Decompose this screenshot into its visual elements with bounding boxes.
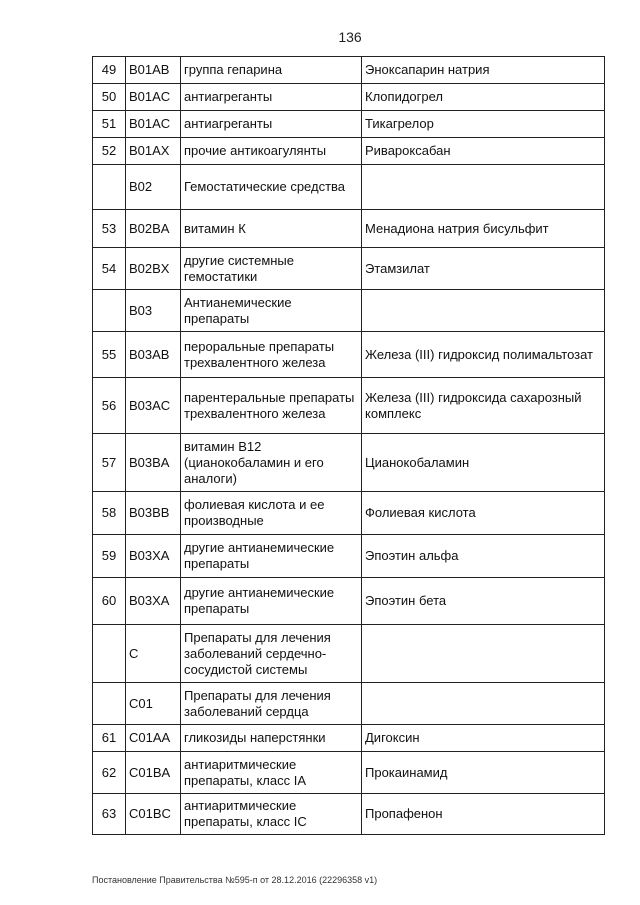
drug-name: Цианокобаламин xyxy=(362,434,605,492)
drug-group: гликозиды наперстянки xyxy=(181,725,362,752)
row-number: 62 xyxy=(93,752,126,794)
atc-code: B03BB xyxy=(126,492,181,535)
table-row xyxy=(93,794,605,835)
drug-group: антиагреганты xyxy=(181,84,362,111)
drug-name xyxy=(362,625,605,683)
drug-name: Ривароксабан xyxy=(362,138,605,165)
drug-group: Препараты для лечения заболеваний сердца xyxy=(181,683,362,725)
drug-name xyxy=(362,165,605,210)
table-row xyxy=(93,578,605,625)
drug-name: Эпоэтин альфа xyxy=(362,535,605,578)
drug-group: антиагреганты xyxy=(181,111,362,138)
atc-code: B01AC xyxy=(126,111,181,138)
drug-name: Пропафенон xyxy=(362,794,605,835)
drug-group: парентеральные препараты трехвалентного железа xyxy=(181,378,362,434)
table-row xyxy=(93,248,605,290)
atc-code: B02BA xyxy=(126,210,181,248)
atc-code: B03 xyxy=(126,290,181,332)
table-row xyxy=(93,378,605,434)
row-number: 53 xyxy=(93,210,126,248)
drug-name: Этамзилат xyxy=(362,248,605,290)
row-number: 61 xyxy=(93,725,126,752)
drug-group: фолиевая кислота и ее производные xyxy=(181,492,362,535)
drug-group: прочие антикоагулянты xyxy=(181,138,362,165)
drug-name: Менадиона натрия бисульфит xyxy=(362,210,605,248)
atc-code: C01AA xyxy=(126,725,181,752)
drug-name xyxy=(362,290,605,332)
table-row xyxy=(93,725,605,752)
atc-code: B02BX xyxy=(126,248,181,290)
drug-name xyxy=(362,683,605,725)
row-number xyxy=(93,290,126,332)
drug-name: Клопидогрел xyxy=(362,84,605,111)
drug-group: Гемостатические средства xyxy=(181,165,362,210)
drug-name: Тикагрелор xyxy=(362,111,605,138)
drug-group: Препараты для лечения заболеваний сердечно-сосудистой системы xyxy=(181,625,362,683)
atc-code: B01AX xyxy=(126,138,181,165)
drug-list-table xyxy=(92,56,605,835)
atc-code: B03XA xyxy=(126,578,181,625)
row-number: 63 xyxy=(93,794,126,835)
row-number: 58 xyxy=(93,492,126,535)
atc-code: B03AC xyxy=(126,378,181,434)
table-row xyxy=(93,752,605,794)
drug-group: другие системные гемостатики xyxy=(181,248,362,290)
atc-code: B03BA xyxy=(126,434,181,492)
atc-code: C01 xyxy=(126,683,181,725)
table-row xyxy=(93,57,605,84)
drug-group: другие антианемические препараты xyxy=(181,535,362,578)
table-row xyxy=(93,111,605,138)
drug-group: другие антианемические препараты xyxy=(181,578,362,625)
row-number: 52 xyxy=(93,138,126,165)
table-row xyxy=(93,210,605,248)
drug-name: Эноксапарин натрия xyxy=(362,57,605,84)
table-row xyxy=(93,84,605,111)
document-footer: Постановление Правительства №595-п от 28.12.2016 (22296358 v1) xyxy=(92,875,378,885)
drug-name: Эпоэтин бета xyxy=(362,578,605,625)
drug-name: Дигоксин xyxy=(362,725,605,752)
drug-group: Антианемические препараты xyxy=(181,290,362,332)
row-number: 59 xyxy=(93,535,126,578)
page-number: 136 xyxy=(338,29,362,45)
table-row xyxy=(93,332,605,378)
drug-name: Прокаинамид xyxy=(362,752,605,794)
row-number xyxy=(93,683,126,725)
row-number xyxy=(93,625,126,683)
atc-code: B03AB xyxy=(126,332,181,378)
table-row xyxy=(93,165,605,210)
drug-name: Железа (III) гидроксида сахарозный комплекс xyxy=(362,378,605,434)
drug-name: Фолиевая кислота xyxy=(362,492,605,535)
drug-group: антиаритмические препараты, класс IC xyxy=(181,794,362,835)
atc-code: C01BA xyxy=(126,752,181,794)
drug-group: пероральные препараты трехвалентного железа xyxy=(181,332,362,378)
atc-code: C xyxy=(126,625,181,683)
row-number: 57 xyxy=(93,434,126,492)
table-row xyxy=(93,138,605,165)
row-number: 49 xyxy=(93,57,126,84)
row-number: 51 xyxy=(93,111,126,138)
table-row xyxy=(93,625,605,683)
row-number: 60 xyxy=(93,578,126,625)
atc-code: C01BC xyxy=(126,794,181,835)
atc-code: B02 xyxy=(126,165,181,210)
drug-group: группа гепарина xyxy=(181,57,362,84)
drug-group: антиаритмические препараты, класс IA xyxy=(181,752,362,794)
row-number: 50 xyxy=(93,84,126,111)
drug-name: Железа (III) гидроксид полимальтозат xyxy=(362,332,605,378)
row-number: 56 xyxy=(93,378,126,434)
atc-code: B01AC xyxy=(126,84,181,111)
table-row xyxy=(93,535,605,578)
drug-group: витамин К xyxy=(181,210,362,248)
table-row xyxy=(93,434,605,492)
table-row xyxy=(93,683,605,725)
row-number xyxy=(93,165,126,210)
atc-code: B03XA xyxy=(126,535,181,578)
atc-code: B01AB xyxy=(126,57,181,84)
table-row xyxy=(93,492,605,535)
row-number: 55 xyxy=(93,332,126,378)
drug-group: витамин B12 (цианокобаламин и его аналоги) xyxy=(181,434,362,492)
row-number: 54 xyxy=(93,248,126,290)
table-row xyxy=(93,290,605,332)
